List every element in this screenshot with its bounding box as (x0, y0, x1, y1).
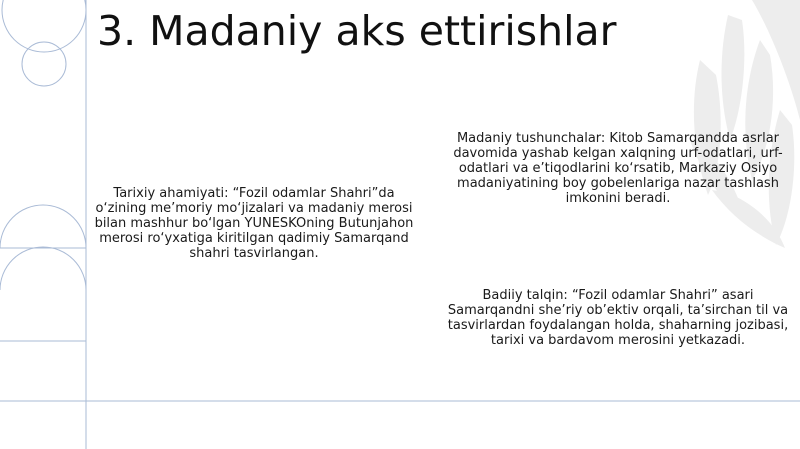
slide-title: 3. Madaniy aks ettirishlar (97, 7, 617, 55)
palm-leaf-watermark-icon (690, 0, 800, 248)
historical-significance-paragraph: Tarixiy ahamiyati: “Fozil odamlar Shahri”da o‘zining me’moriy mo‘jizalari va madaniy merosi bilan mashhur bo‘lgan YUNESKOning Butunjahon merosi ro‘yxatiga kiritilgan qadimiy Samarqand shahri tasvirlangan. (94, 186, 414, 261)
cultural-concepts-paragraph: Madaniy tushunchalar: Kitob Samarqandda asrlar davomida yashab kelgan xalqning urf-odatlari, urf-odatlari va e’tiqodlarini ko‘rsatib, Markaziy Osiyo madaniyatining boy gobelenlariga nazar tashlash imkonini beradi. (453, 131, 783, 206)
artistic-interpretation-paragraph: Badiiy talqin: “Fozil odamlar Shahri” asari Samarqandni she’riy ob’ektiv orqali, ta’sirchan til va tasvirlardan foydalangan holda, shaharning jozibasi, tarixi va bardavom merosini yetkazadi. (447, 288, 789, 348)
